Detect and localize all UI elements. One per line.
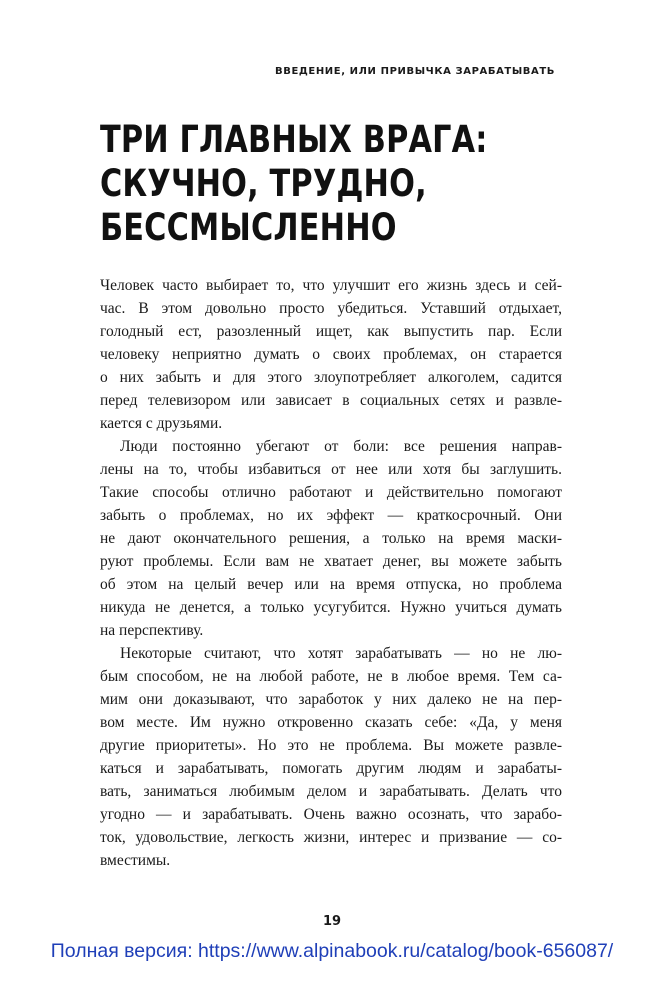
page-number: 19 xyxy=(322,914,342,929)
text-line: бым способом, не на любой работе, не в любое время. Тем са- xyxy=(100,668,562,685)
text-line: Человек часто выбирает то, что улучшит его жизнь здесь и сей- xyxy=(100,277,562,294)
text-line: о них забыть и для этого злоупотребляет алкоголем, садится xyxy=(100,369,562,386)
text-line: вом месте. Им нужно откровенно сказать себе: «Да, у меня xyxy=(100,714,562,731)
text-line: на перспективу. xyxy=(100,622,204,639)
text-line: вать, заниматься любимым делом и зарабатывать. Делать что xyxy=(100,783,562,800)
chapter-title-line: СКУЧНО, ТРУДНО, xyxy=(100,162,427,205)
text-line: другие приоритеты». Но это не проблема. Вы можете развле- xyxy=(100,737,562,754)
text-line: не дают окончательного решения, а только на время маски- xyxy=(100,530,562,547)
text-line: человеку неприятно думать о своих проблемах, он старается xyxy=(100,346,562,363)
body-text xyxy=(100,274,562,872)
text-line: мим они доказывают, что заработок у них далеко не на пер- xyxy=(100,691,562,708)
paragraph xyxy=(100,642,562,872)
text-line: руют проблемы. Если вам не хватает денег, вы можете забыть xyxy=(100,553,562,570)
text-line: угодно — и зарабатывать. Очень важно осознать, что зарабо- xyxy=(100,806,562,823)
text-line: Такие способы отлично работают и действительно помогают xyxy=(100,484,562,501)
paragraph xyxy=(100,274,562,435)
text-line: перед телевизором или зависает в социальных сетях и развле- xyxy=(100,392,562,409)
text-line: вместимы. xyxy=(100,852,171,869)
text-line: Люди постоянно убегают от боли: все решения направ- xyxy=(120,438,562,455)
text-line: лены на то, чтобы избавиться от нее или хотя бы заглушить. xyxy=(100,461,562,478)
text-line: ток, удовольствие, легкость жизни, интерес и призвание — со- xyxy=(100,829,562,846)
chapter-title-line: ТРИ ГЛАВНЫХ ВРАГА: xyxy=(100,118,488,161)
full-version-link[interactable]: Полная версия: https://www.alpinabook.ru/catalog/book-656087/ xyxy=(50,940,614,962)
text-line: час. В этом довольно просто убедиться. Уставший отдыхает, xyxy=(100,300,562,317)
text-line: каться и зарабатывать, помогать другим людям и зарабаты- xyxy=(100,760,562,777)
running-head: ВВЕДЕНИЕ, ИЛИ ПРИВЫЧКА ЗАРАБАТЫВАТЬ xyxy=(275,66,555,77)
text-line: никуда не денется, а только усугубится. Нужно учиться думать xyxy=(100,599,562,616)
text-line: голодный ест, разозленный ищет, как выпустить пар. Если xyxy=(100,323,562,340)
chapter-title-line: БЕССМЫСЛЕННО xyxy=(100,206,397,249)
chapter-title xyxy=(100,118,488,250)
text-line: забыть о проблемах, но их эффект — краткосрочный. Они xyxy=(100,507,562,524)
paragraph xyxy=(100,435,562,642)
text-line: об этом на целый вечер или на время отпуска, но проблема xyxy=(100,576,562,593)
text-line: Некоторые считают, что хотят зарабатывать — но не лю- xyxy=(120,645,562,662)
text-line: кается с друзьями. xyxy=(100,415,223,432)
